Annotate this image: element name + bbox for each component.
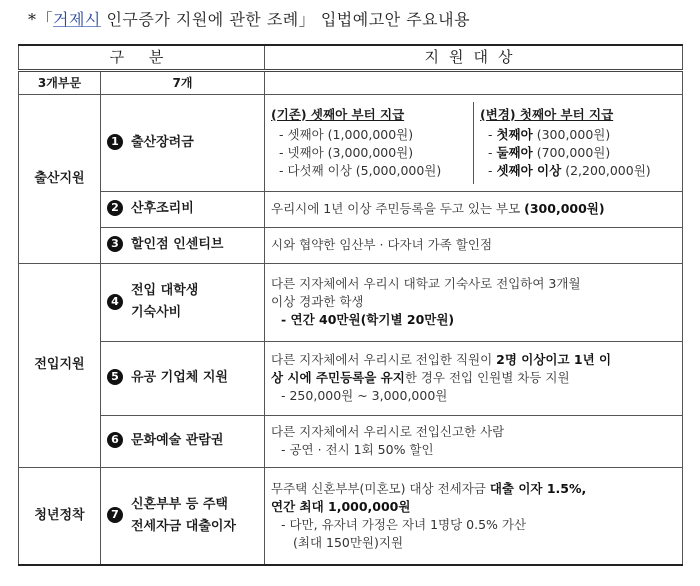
number-badge: 4 — [107, 294, 123, 310]
table-row — [19, 467, 683, 565]
table-row — [19, 191, 683, 227]
item-postnatal-care — [101, 191, 265, 227]
item-label: 문화예술 관람권 — [131, 433, 224, 448]
after-item: - 셋째아 이상 (2,200,000원) — [488, 162, 651, 178]
company-support-desc: 다른 지자체에서 우리시로 전입한 직원이 2명 이상이고 1년 이 상 시에 주민등록을 유지한 경우 전입 인원별 차등 지원 - 250,000원 ~ 3,000,000원 — [265, 341, 683, 415]
table-row — [19, 415, 683, 467]
before-column — [265, 102, 473, 184]
before-heading: (기존) 셋째아 부터 지급 — [271, 106, 405, 122]
item-label: 유공 기업체 지원 — [131, 370, 228, 385]
count-row — [19, 70, 683, 94]
item-dormitory: 4전입 대학생 기숙사비 — [101, 263, 265, 341]
number-badge: 7 — [107, 507, 123, 523]
title-prefix: *「 — [28, 10, 54, 29]
header-category: 구 분 — [19, 45, 265, 70]
item-label: 출산장려금 — [131, 134, 194, 150]
before-item: - 넷째아 (3,000,000원) — [279, 144, 414, 160]
table-header-row — [19, 45, 683, 70]
document-title — [28, 6, 688, 34]
header-target: 지원대상 — [265, 45, 683, 70]
number-badge: 3 — [107, 236, 123, 252]
support-table — [18, 44, 683, 566]
category-move-in: 전입지원 — [19, 263, 101, 467]
after-heading: (변경) 첫째아 부터 지급 — [480, 106, 614, 122]
after-item: - 첫째아 (300,000원) — [488, 126, 611, 142]
item-company-support — [101, 341, 265, 415]
birth-incentive-detail — [265, 94, 683, 191]
jeonse-loan-desc: 무주택 신혼부부(미혼모) 대상 전세자금 대출 이자 1.5%, 연간 최대 1,000,000원 - 다만, 유자녀 가정은 자녀 1명당 0.5% 가산 (최대 150만원)지원 — [265, 467, 683, 565]
postnatal-care-desc: 우리시에 1년 이상 주민등록을 두고 있는 부모 (300,000원) — [265, 191, 683, 227]
table-row — [19, 341, 683, 415]
number-badge: 5 — [107, 369, 123, 385]
count-items: 7개 — [101, 70, 265, 94]
after-column — [473, 102, 682, 184]
item-jeonse-loan: 7신혼부부 등 주택 전세자금 대출이자 — [101, 467, 265, 565]
count-empty — [265, 70, 683, 94]
culture-ticket-desc: 다른 지자체에서 우리시로 전입신고한 사람 - 공연 · 전시 1회 50% 할인 — [265, 415, 683, 467]
item-discount-store — [101, 227, 265, 263]
number-badge: 1 — [107, 134, 123, 150]
category-birth: 출산지원 — [19, 94, 101, 263]
item-label: 할인점 인센티브 — [131, 237, 224, 252]
title-rest: 인구증가 지원에 관한 조례」 입법예고안 주요내용 — [100, 10, 471, 29]
discount-store-desc: 시와 협약한 임산부 · 다자녀 가족 할인점 — [265, 227, 683, 263]
table-row — [19, 263, 683, 341]
after-item: - 둘째아 (700,000원) — [488, 144, 611, 160]
title-city: 거제시 — [53, 10, 101, 29]
count-sections: 3개부문 — [19, 70, 101, 94]
table-row — [19, 94, 683, 191]
item-label: 산후조리비 — [131, 201, 194, 216]
category-youth: 청년정착 — [19, 467, 101, 565]
before-item: - 다섯째 이상 (5,000,000원) — [279, 162, 442, 178]
dormitory-desc: 다른 지자체에서 우리시 대학교 기숙사로 전입하여 3개월 이상 경과한 학생 - 연간 40만원(학기별 20만원) — [265, 263, 683, 341]
item-culture-ticket — [101, 415, 265, 467]
before-item: - 셋째아 (1,000,000원) — [279, 126, 414, 142]
table-row — [19, 227, 683, 263]
number-badge: 2 — [107, 200, 123, 216]
number-badge: 6 — [107, 432, 123, 448]
item-birth-incentive — [101, 94, 265, 191]
